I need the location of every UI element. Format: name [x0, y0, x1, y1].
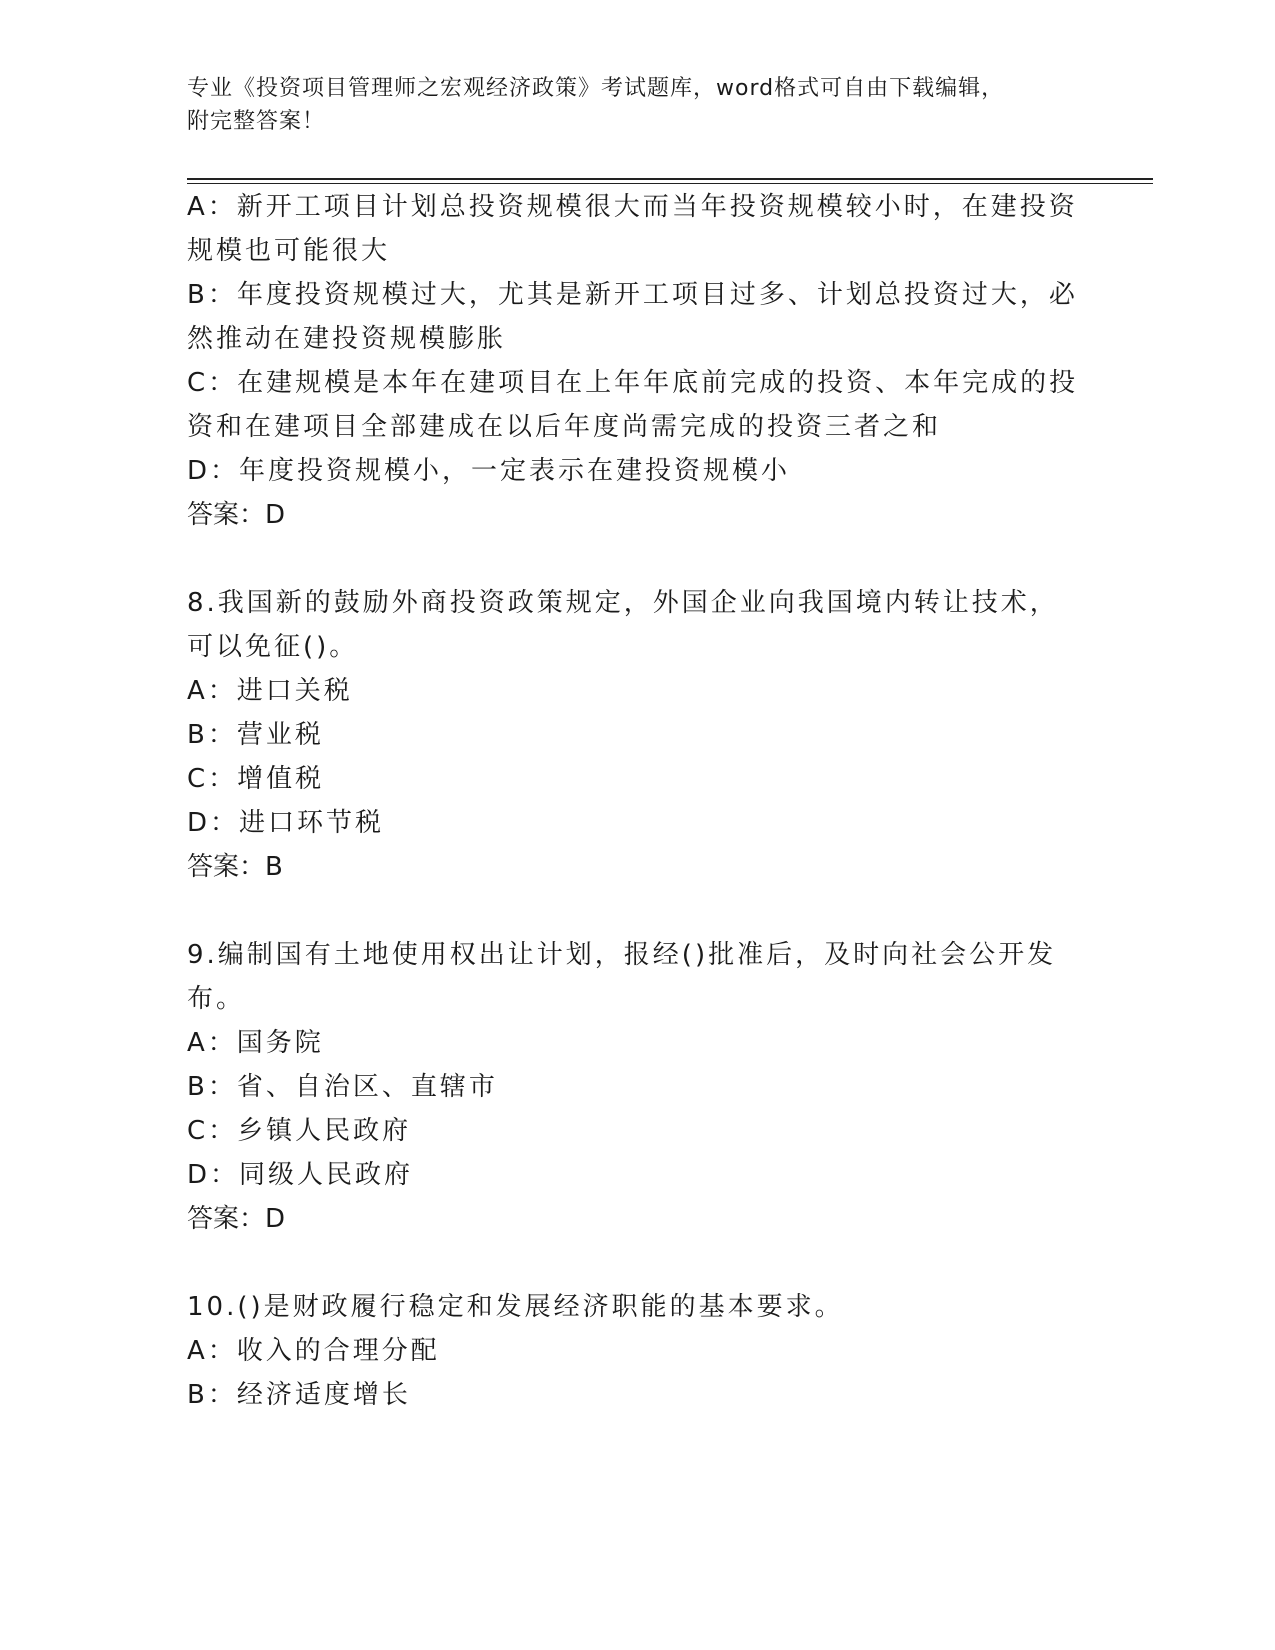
q9-option-a: A：国务院 [187, 1028, 324, 1058]
q8-option-c: C：增值税 [187, 764, 325, 794]
q9-option-c: C：乡镇人民政府 [187, 1116, 412, 1146]
q7-option-a-line-2: 规模也可能很大 [187, 236, 391, 266]
q9-option-b: B：省、自治区、直辖市 [187, 1072, 498, 1102]
header-divider-thin [187, 183, 1153, 184]
q7-option-b-line-2: 然推动在建投资规模膨胀 [187, 324, 507, 354]
q8-option-b: B：营业税 [187, 720, 324, 750]
q7-option-a-line-1: A：新开工项目计划总投资规模很大而当年投资规模较小时，在建投资 [187, 192, 1078, 222]
q7-option-c-line-1: C：在建规模是本年在建项目在上年年底前完成的投资、本年完成的投 [187, 368, 1079, 398]
q9-answer: 答案：D [187, 1204, 286, 1234]
document-header [187, 72, 1067, 138]
q8-stem-line-1: 8.我国新的鼓励外商投资政策规定，外国企业向我国境内转让技术， [187, 588, 1059, 618]
q7-answer: 答案：D [187, 500, 286, 530]
q7-option-b-line-1: B：年度投资规模过大，尤其是新开工项目过多、计划总投资过大，必 [187, 280, 1078, 310]
q8-answer: 答案：B [187, 852, 283, 882]
q9-stem-line-1: 9.编制国有土地使用权出让计划，报经()批准后，及时向社会公开发 [187, 940, 1057, 970]
q8-stem-line-2: 可以免征()。 [187, 632, 359, 662]
q9-option-d: D：同级人民政府 [187, 1160, 414, 1190]
q10-option-b: B：经济适度增长 [187, 1380, 411, 1410]
q7-option-d: D：年度投资规模小，一定表示在建投资规模小 [187, 456, 791, 486]
header-divider-thick [187, 178, 1153, 180]
header-line-2: 附完整答案！ [187, 109, 326, 134]
q8-option-a: A：进口关税 [187, 676, 353, 706]
q9-stem-line-2: 布。 [187, 984, 246, 1014]
q10-option-a: A：收入的合理分配 [187, 1336, 440, 1366]
header-line-1: 专业《投资项目管理师之宏观经济政策》考试题库，word格式可自由下载编辑， [187, 76, 1005, 101]
q10-stem: 10.()是财政履行稳定和发展经济职能的基本要求。 [187, 1292, 844, 1322]
q8-option-d: D：进口环节税 [187, 808, 385, 838]
q7-option-c-line-2: 资和在建项目全部建成在以后年度尚需完成的投资三者之和 [187, 412, 942, 442]
